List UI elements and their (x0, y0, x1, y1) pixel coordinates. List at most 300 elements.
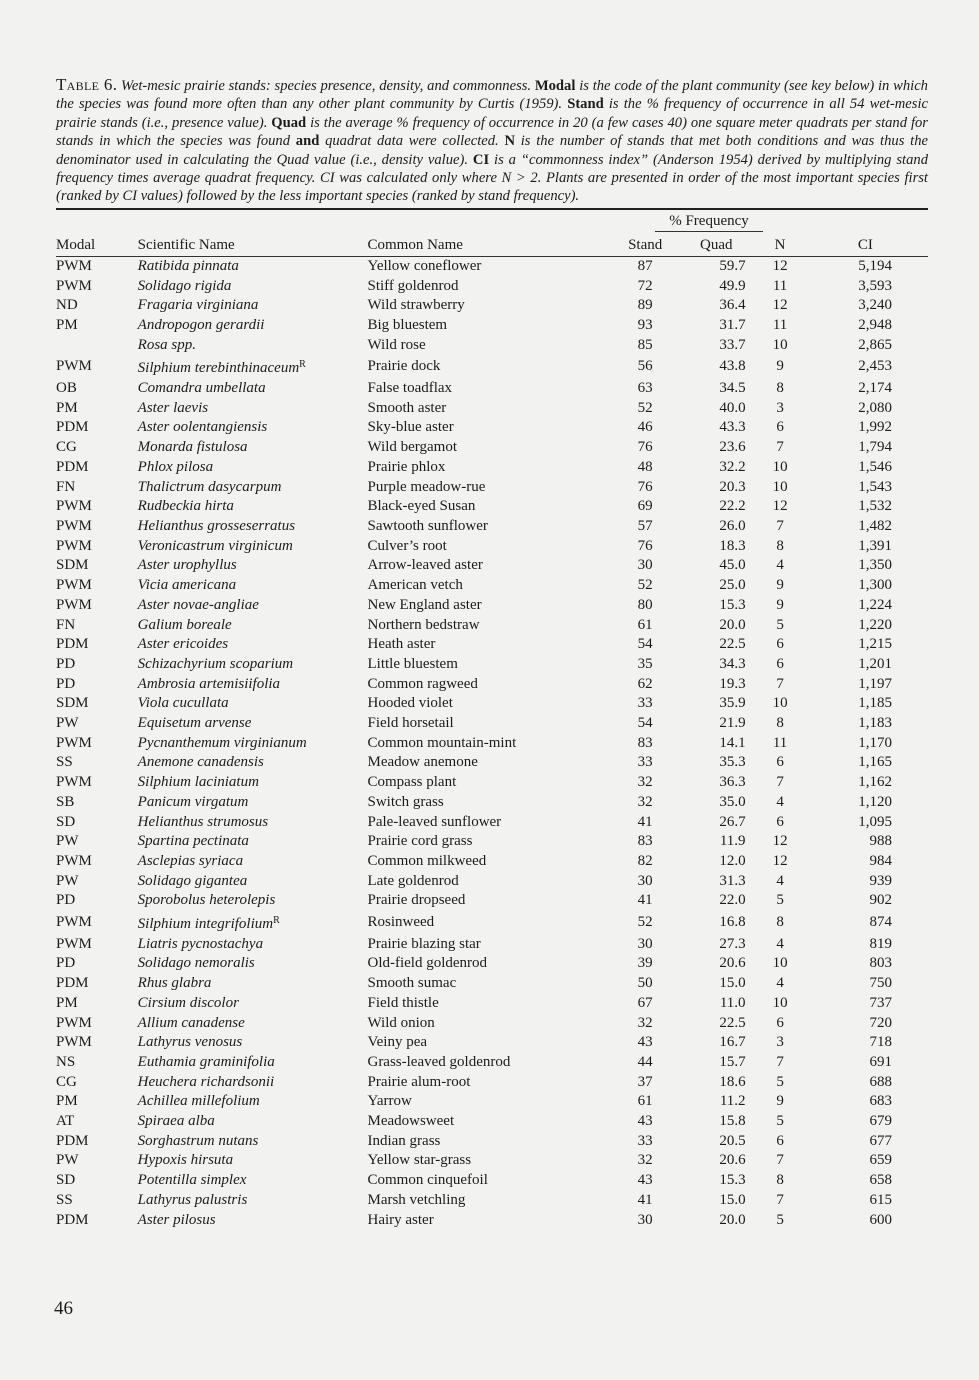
cell-scientific-name (138, 336, 368, 356)
cell-stand: 80 (637, 596, 653, 613)
scientific-name-text: Solidago nemoralis (137, 955, 255, 972)
cell-n: 9 (776, 596, 784, 613)
table-row (56, 355, 928, 379)
cell-stand: 44 (637, 1053, 653, 1070)
cell-scientific-name (138, 596, 368, 616)
cell-common-name: Prairie blazing star (367, 935, 481, 952)
cell-modal: PW (56, 1152, 79, 1169)
table-row (56, 277, 928, 297)
table-row (56, 399, 928, 419)
cell-modal: SD (56, 1172, 76, 1189)
scientific-name-text: Silphium laciniatum (137, 774, 259, 791)
cell-n: 12 (772, 297, 788, 314)
cell-common-name: New England aster (367, 596, 482, 613)
cell-common-name: Prairie phlox (367, 458, 446, 475)
cell-scientific-name (138, 974, 368, 994)
scientific-name-text: Sorghastrum nutans (137, 1132, 259, 1149)
cell-quad: 49.9 (719, 277, 746, 294)
scientific-name-text: Fragaria virginiana (137, 297, 259, 314)
column-header-modal: Modal (56, 232, 138, 257)
cell-common-name: Big bluestem (367, 316, 448, 333)
cell-quad: 34.5 (719, 380, 746, 397)
cell-quad: 22.5 (719, 1014, 746, 1031)
cell-n: 10 (772, 336, 788, 353)
cell-modal: PM (56, 1093, 78, 1110)
cell-quad: 20.6 (719, 1152, 746, 1169)
cell-quad: 15.3 (719, 1172, 746, 1189)
scientific-name-text: Helianthus grosseserratus (137, 517, 296, 534)
cell-modal: PWM (56, 852, 92, 869)
cell-stand: 83 (637, 734, 653, 751)
cell-scientific-name (138, 458, 368, 478)
cell-n: 10 (772, 695, 788, 712)
cell-ci: 1,543 (858, 478, 892, 495)
caption-segment: Wet-mesic prairie stands: species presence, density, and commonness. (121, 78, 535, 94)
caption-term: N (504, 133, 515, 150)
cell-n: 5 (776, 1113, 784, 1130)
cell-stand: 76 (637, 537, 653, 554)
table-body (56, 256, 928, 1230)
scientific-name-text: Helianthus strumosus (137, 813, 269, 830)
cell-ci: 1,794 (858, 439, 892, 456)
cell-modal: PD (56, 955, 76, 972)
cell-ci: 984 (869, 852, 892, 869)
table-row (56, 418, 928, 438)
cell-modal: PW (56, 715, 79, 732)
cell-modal: CG (56, 1073, 77, 1090)
cell-stand: 33 (637, 1132, 653, 1149)
table-row (56, 872, 928, 892)
cell-stand: 67 (637, 994, 653, 1011)
table-row (56, 336, 928, 356)
scientific-name-text: Viola cucullata (137, 695, 229, 712)
cell-modal: PWM (56, 774, 92, 791)
column-header-common-name: Common Name (367, 232, 615, 257)
caption-segment: is the number of stands that met both conditions and was thus the denominator used in calculating the Quad value (i.e., density value). (56, 133, 928, 168)
cell-modal: PWM (56, 537, 92, 554)
cell-ci: 691 (869, 1053, 892, 1070)
cell-common-name: Yellow star-grass (367, 1152, 472, 1169)
cell-scientific-name (138, 994, 368, 1014)
cell-ci: 615 (869, 1191, 892, 1208)
cell-modal: OB (56, 380, 77, 397)
cell-stand: 93 (637, 316, 653, 333)
cell-n: 7 (776, 439, 784, 456)
cell-ci: 659 (869, 1152, 892, 1169)
cell-stand: 89 (637, 297, 653, 314)
scientific-name-text: Liatris pycnostachya (137, 935, 264, 952)
cell-common-name: Indian grass (367, 1132, 441, 1149)
cell-ci: 1,165 (858, 754, 892, 771)
cell-ci: 1,350 (858, 557, 892, 574)
cell-ci: 1,220 (858, 616, 892, 633)
cell-quad: 22.0 (719, 892, 746, 909)
cell-ci: 750 (869, 975, 892, 992)
table-row (56, 1132, 928, 1152)
cell-quad: 22.5 (719, 636, 746, 653)
cell-n: 9 (776, 577, 784, 594)
cell-common-name: Sky-blue aster (367, 419, 454, 436)
table-row (56, 438, 928, 458)
cell-stand: 30 (637, 935, 653, 952)
cell-modal: PWM (56, 358, 92, 375)
cell-quad: 43.8 (719, 358, 746, 375)
cell-modal: AT (56, 1113, 75, 1130)
cell-modal: SDM (56, 695, 89, 712)
cell-modal: SS (56, 1191, 73, 1208)
cell-quad: 15.8 (719, 1113, 746, 1130)
cell-n: 6 (776, 1132, 784, 1149)
cell-modal: PWM (56, 914, 92, 931)
cell-quad: 15.0 (719, 1191, 746, 1208)
cell-stand: 30 (637, 557, 653, 574)
caption-text (56, 78, 928, 204)
cell-common-name: Smooth sumac (367, 975, 457, 992)
cell-common-name: Hairy aster (367, 1211, 434, 1228)
cell-n: 4 (776, 793, 784, 810)
column-header-n: N (758, 232, 803, 257)
table-row (56, 773, 928, 793)
cell-quad: 15.3 (719, 596, 746, 613)
scientific-name-text: Phlox pilosa (137, 458, 214, 475)
cell-quad: 27.3 (719, 935, 746, 952)
scientific-name-text: Aster pilosus (137, 1211, 216, 1228)
cell-common-name: Yellow coneflower (367, 257, 482, 274)
cell-stand: 69 (637, 498, 653, 515)
cell-common-name: False toadflax (367, 380, 453, 397)
caption-segment: is the average % frequency of occurrence in 20 (a few cases 40) one square meter quadrats per stand for stands in which the species was found (56, 114, 928, 150)
cell-stand: 72 (637, 277, 653, 294)
cell-stand: 62 (637, 675, 653, 692)
scientific-name-text: Rhus glabra (137, 975, 212, 992)
cell-quad: 35.3 (719, 754, 746, 771)
cell-n: 8 (776, 380, 784, 397)
cell-ci: 2,174 (858, 380, 892, 397)
cell-stand: 52 (637, 577, 653, 594)
cell-n: 4 (776, 872, 784, 889)
table-row (56, 734, 928, 754)
cell-quad: 20.0 (719, 616, 746, 633)
cell-quad: 33.7 (719, 336, 746, 353)
table-row (56, 1151, 928, 1171)
table-row (56, 458, 928, 478)
cell-common-name: Smooth aster (367, 399, 447, 416)
cell-scientific-name (138, 813, 368, 833)
cell-ci: 1,120 (858, 793, 892, 810)
scientific-name-text: Vicia americana (137, 577, 237, 594)
cell-stand: 30 (637, 1211, 653, 1228)
cell-stand: 46 (637, 419, 653, 436)
cell-modal: SD (56, 813, 76, 830)
table-row (56, 596, 928, 616)
scientific-name-text: Andropogon gerardii (137, 316, 265, 333)
table-row (56, 1033, 928, 1053)
cell-common-name: Heath aster (367, 636, 436, 653)
cell-n: 7 (776, 1152, 784, 1169)
cell-quad: 31.3 (719, 872, 746, 889)
caption-term: Quad (271, 114, 307, 131)
cell-quad: 20.6 (719, 955, 746, 972)
cell-ci: 1,215 (858, 636, 892, 653)
table-row (56, 478, 928, 498)
scientific-name-text: Anemone canadensis (137, 754, 264, 771)
cell-stand: 61 (637, 1093, 653, 1110)
cell-n: 4 (776, 557, 784, 574)
cell-stand: 87 (637, 257, 653, 274)
table-row (56, 1053, 928, 1073)
cell-stand: 85 (637, 336, 653, 353)
cell-stand: 32 (637, 774, 653, 791)
cell-modal: PWM (56, 935, 92, 952)
cell-ci: 1,224 (858, 596, 892, 613)
cell-scientific-name (138, 1132, 368, 1152)
cell-n: 7 (776, 675, 784, 692)
cell-quad: 11.9 (719, 833, 746, 850)
cell-n: 6 (776, 655, 784, 672)
cell-common-name: Arrow-leaved aster (367, 557, 483, 574)
table-group-header-row (56, 210, 928, 232)
cell-common-name: Old-field goldenrod (367, 955, 488, 972)
table-row (56, 994, 928, 1014)
cell-quad: 31.7 (719, 316, 746, 333)
cell-ci: 683 (869, 1093, 892, 1110)
cell-modal: PWM (56, 277, 92, 294)
scientific-name-text: Solidago gigantea (137, 872, 248, 889)
cell-modal: ND (56, 297, 78, 314)
cell-scientific-name (138, 793, 368, 813)
cell-scientific-name (138, 852, 368, 872)
cell-common-name: Prairie cord grass (367, 833, 473, 850)
cell-common-name: Wild rose (367, 336, 426, 353)
cell-n: 6 (776, 813, 784, 830)
cell-ci: 737 (869, 994, 892, 1011)
scientific-name-text: Veronicastrum virginicum (137, 537, 293, 554)
cell-ci: 874 (869, 914, 892, 931)
table-row (56, 517, 928, 537)
cell-ci: 939 (869, 872, 892, 889)
cell-common-name: Compass plant (367, 774, 457, 791)
cell-common-name: Marsh vetchling (367, 1191, 466, 1208)
cell-quad: 18.3 (719, 537, 746, 554)
scientific-name-text: Spartina pectinata (137, 833, 249, 850)
scientific-name-text: Lathyrus venosus (137, 1034, 243, 1051)
cell-modal: PM (56, 994, 78, 1011)
cell-quad: 19.3 (719, 675, 746, 692)
cell-n: 8 (776, 914, 784, 931)
cell-stand: 35 (637, 655, 653, 672)
cell-scientific-name (138, 1053, 368, 1073)
cell-common-name: Prairie alum-root (367, 1073, 471, 1090)
cell-modal: PD (56, 655, 76, 672)
cell-n: 11 (772, 277, 788, 294)
cell-n: 10 (772, 994, 788, 1011)
cell-stand: 54 (637, 715, 653, 732)
cell-scientific-name (138, 517, 368, 537)
cell-n: 10 (772, 955, 788, 972)
cell-scientific-name (138, 655, 368, 675)
cell-modal: PM (56, 399, 78, 416)
scientific-name-text: Lathyrus palustris (137, 1191, 248, 1208)
cell-modal: PW (56, 833, 79, 850)
cell-quad: 34.3 (719, 655, 746, 672)
table-row (56, 974, 928, 994)
cell-common-name: Stiff goldenrod (367, 277, 459, 294)
cell-stand: 82 (637, 852, 653, 869)
table-row (56, 911, 928, 935)
cell-common-name: Hooded violet (367, 695, 453, 712)
cell-scientific-name (138, 379, 368, 399)
cell-modal (56, 336, 138, 356)
cell-ci: 2,453 (858, 358, 892, 375)
table-row (56, 1073, 928, 1093)
scientific-name-text: Rudbeckia hirta (137, 498, 234, 515)
cell-quad: 25.0 (719, 577, 746, 594)
cell-ci: 2,948 (858, 316, 892, 333)
cell-n: 12 (772, 833, 788, 850)
cell-n: 9 (776, 1093, 784, 1110)
cell-scientific-name (138, 1014, 368, 1034)
rare-marker: R (299, 359, 306, 371)
cell-ci: 1,185 (858, 695, 892, 712)
cell-stand: 33 (637, 695, 653, 712)
cell-ci: 679 (869, 1113, 892, 1130)
table-row (56, 891, 928, 911)
cell-n: 5 (776, 892, 784, 909)
cell-common-name: Grass-leaved goldenrod (367, 1053, 511, 1070)
cell-stand: 76 (637, 439, 653, 456)
cell-n: 10 (772, 458, 788, 475)
cell-scientific-name (138, 497, 368, 517)
cell-stand: 54 (637, 636, 653, 653)
cell-modal: PWM (56, 1014, 92, 1031)
table-row (56, 537, 928, 557)
frequency-group-header: % Frequency (615, 210, 802, 232)
table-row (56, 316, 928, 336)
scientific-name-text: Monarda fistulosa (137, 439, 248, 456)
table-caption (56, 76, 928, 206)
cell-scientific-name (138, 1211, 368, 1231)
cell-common-name: Yarrow (367, 1093, 412, 1110)
cell-stand: 57 (637, 517, 653, 534)
cell-stand: 37 (637, 1073, 653, 1090)
cell-common-name: Rosinweed (367, 914, 435, 931)
cell-stand: 43 (637, 1172, 653, 1189)
cell-stand: 76 (637, 478, 653, 495)
cell-quad: 26.0 (719, 517, 746, 534)
table-row (56, 793, 928, 813)
cell-modal: PDM (56, 1211, 89, 1228)
cell-common-name: Purple meadow-rue (367, 478, 486, 495)
scientific-name-text: Comandra umbellata (137, 380, 266, 397)
cell-n: 7 (776, 1053, 784, 1070)
cell-scientific-name (138, 675, 368, 695)
cell-ci: 1,095 (858, 813, 892, 830)
cell-scientific-name (138, 832, 368, 852)
cell-quad: 36.4 (719, 297, 746, 314)
cell-quad: 20.3 (719, 478, 746, 495)
cell-quad: 40.0 (719, 399, 746, 416)
cell-common-name: Wild strawberry (367, 297, 465, 314)
cell-common-name: Common mountain-mint (367, 734, 517, 751)
scientific-name-text: Silphium terebinthinaceum (137, 360, 300, 377)
cell-scientific-name (138, 478, 368, 498)
cell-scientific-name (138, 773, 368, 793)
cell-stand: 50 (637, 975, 653, 992)
cell-n: 8 (776, 537, 784, 554)
cell-quad: 32.2 (719, 458, 746, 475)
cell-scientific-name (138, 1073, 368, 1093)
table-label: Table 6. (56, 75, 118, 94)
caption-term: Modal (534, 78, 576, 94)
cell-quad: 36.3 (719, 774, 746, 791)
cell-ci: 1,170 (858, 734, 892, 751)
caption-segment: is the % frequency of occurrence in all 54 wet-mesic prairie stands (i.e., presence value). (56, 96, 928, 131)
cell-scientific-name (138, 1033, 368, 1053)
cell-stand: 52 (637, 914, 653, 931)
cell-quad: 35.0 (719, 793, 746, 810)
table-row (56, 256, 928, 276)
cell-common-name: Prairie dropseed (367, 892, 466, 909)
cell-stand: 43 (637, 1034, 653, 1051)
cell-scientific-name (138, 694, 368, 714)
cell-common-name: Veiny pea (367, 1034, 428, 1051)
cell-modal: PD (56, 675, 76, 692)
cell-common-name: Northern bedstraw (367, 616, 480, 633)
cell-quad: 16.7 (719, 1034, 746, 1051)
table-row (56, 635, 928, 655)
cell-common-name: Field horsetail (367, 715, 454, 732)
scientific-name-text: Pycnanthemum virginianum (137, 734, 307, 751)
caption-term: and (295, 133, 320, 150)
cell-ci: 1,546 (858, 458, 892, 475)
species-table (56, 210, 928, 1230)
table-row (56, 753, 928, 773)
cell-scientific-name (138, 296, 368, 316)
cell-stand: 48 (637, 458, 653, 475)
cell-common-name: Black-eyed Susan (367, 498, 476, 515)
cell-scientific-name (138, 438, 368, 458)
cell-modal: CG (56, 439, 77, 456)
scientific-name-text: Rosa spp. (137, 336, 197, 353)
scientific-name-text: Panicum virgatum (137, 793, 249, 810)
cell-scientific-name (138, 1191, 368, 1211)
cell-ci: 1,183 (858, 715, 892, 732)
table-row (56, 1112, 928, 1132)
cell-n: 5 (776, 1211, 784, 1228)
scientific-name-text: Heuchera richardsonii (137, 1073, 275, 1090)
cell-modal: PWM (56, 577, 92, 594)
cell-quad: 14.1 (719, 734, 746, 751)
table-row (56, 296, 928, 316)
cell-n: 12 (772, 257, 788, 274)
cell-modal: PWM (56, 596, 92, 613)
cell-n: 4 (776, 935, 784, 952)
cell-n: 5 (776, 1073, 784, 1090)
caption-segment: is the code of the plant community (see key below) in which the species was found more often than any other plant community by Curtis (1959). (56, 78, 928, 113)
cell-scientific-name (138, 1112, 368, 1132)
scientific-name-text: Thalictrum dasycarpum (137, 478, 282, 495)
cell-quad: 20.5 (719, 1132, 746, 1149)
cell-n: 4 (776, 975, 784, 992)
cell-stand: 41 (637, 813, 653, 830)
cell-scientific-name (138, 891, 368, 911)
cell-common-name: Prairie dock (367, 358, 441, 375)
table-row (56, 694, 928, 714)
cell-quad: 15.7 (719, 1053, 746, 1070)
cell-quad: 26.7 (719, 813, 746, 830)
cell-quad: 18.6 (719, 1073, 746, 1090)
cell-scientific-name (138, 1171, 368, 1191)
